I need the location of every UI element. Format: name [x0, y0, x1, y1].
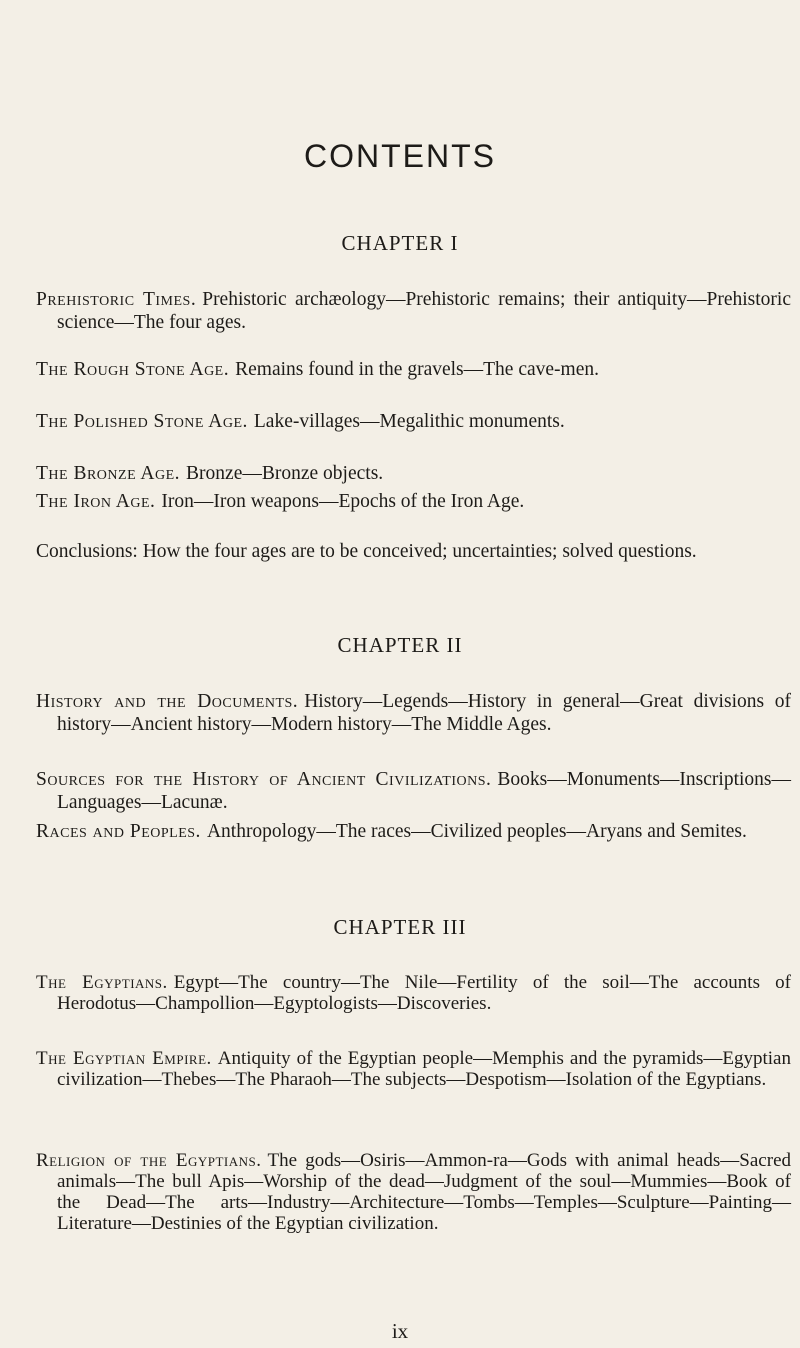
- entry-heading: The Polished Stone Age.: [36, 411, 248, 432]
- entry-heading: The Bronze Age.: [36, 463, 181, 484]
- entry-heading: Prehistoric Times.: [36, 289, 197, 310]
- entry-text: The gods—Osiris—Ammon-ra—Gods with animal heads—Sacred animals—The bull Apis—Worship of the dead—Judgment of the soul—Mummies—Book of the Dead—The arts—Industry—Architecture—Tombs—Temples—Sculpture—Painting—Literature—Destinies of the Egyptian civilization.: [57, 1150, 791, 1234]
- entry-heading: The Iron Age.: [36, 491, 156, 512]
- chapter-heading-1: CHAPTER I: [341, 231, 459, 255]
- entry-heading: The Rough Stone Age.: [36, 359, 230, 380]
- entry-text: Lake-villages—Megalithic monuments.: [253, 411, 565, 432]
- toc-entry: [36, 288, 791, 334]
- toc-entry: [36, 1048, 791, 1090]
- toc-entry: [36, 410, 791, 433]
- entry-text: History—Legends—History in general—Great divisions of history—Ancient history—Modern history—The Middle Ages.: [57, 691, 792, 735]
- entry-text: Books—Monuments—Inscriptions—Languages—Lacunæ.: [57, 769, 791, 813]
- toc-entry: [36, 462, 791, 485]
- entry-heading: Sources for the History of Ancient Civilizations.: [36, 769, 492, 790]
- entry-text: Prehistoric archæology—Prehistoric remains; their antiquity—Prehistoric science—The four ages.: [57, 289, 791, 333]
- toc-entry: [36, 490, 791, 513]
- entry-text: Conclusions: How the four ages are to be conceived; uncertainties; solved questions.: [36, 541, 697, 562]
- entry-text: Iron—Iron weapons—Epochs of the Iron Age.: [161, 491, 525, 512]
- entry-heading: History and the Documents.: [36, 691, 299, 712]
- chapter-heading-2: CHAPTER II: [337, 633, 463, 657]
- chapter-heading-3: CHAPTER III: [333, 915, 467, 939]
- entry-heading: The Egyptians.: [36, 972, 168, 993]
- entry-text: Antiquity of the Egyptian people—Memphis and the pyramids—Egyptian civilization—Thebes—The Pharaoh—The subjects—Despotism—Isolation of the Egyptians.: [57, 1048, 791, 1090]
- toc-entry: [36, 690, 791, 736]
- entry-text: Anthropology—The races—Civilized peoples—Aryans and Semites.: [206, 821, 747, 842]
- page-number: ix: [391, 1319, 409, 1343]
- entry-text: Egypt—The country—The Nile—Fertility of the soil—The accounts of Herodotus—Champollion—Egyptologists—Discoveries.: [57, 972, 791, 1014]
- toc-entry: [36, 1150, 791, 1234]
- entry-text: Remains found in the gravels—The cave-men.: [235, 359, 599, 380]
- toc-entry: [36, 972, 791, 1014]
- toc-entry: [36, 820, 791, 843]
- toc-entry: [36, 540, 791, 563]
- entry-heading: Religion of the Egyptians.: [36, 1150, 262, 1171]
- page-title: CONTENTS: [304, 138, 496, 174]
- entry-heading: Races and Peoples.: [36, 821, 201, 842]
- toc-entry: [36, 768, 791, 814]
- toc-entry: [36, 358, 791, 381]
- entry-text: Bronze—Bronze objects.: [186, 463, 384, 484]
- entry-heading: The Egyptian Empire.: [36, 1048, 212, 1069]
